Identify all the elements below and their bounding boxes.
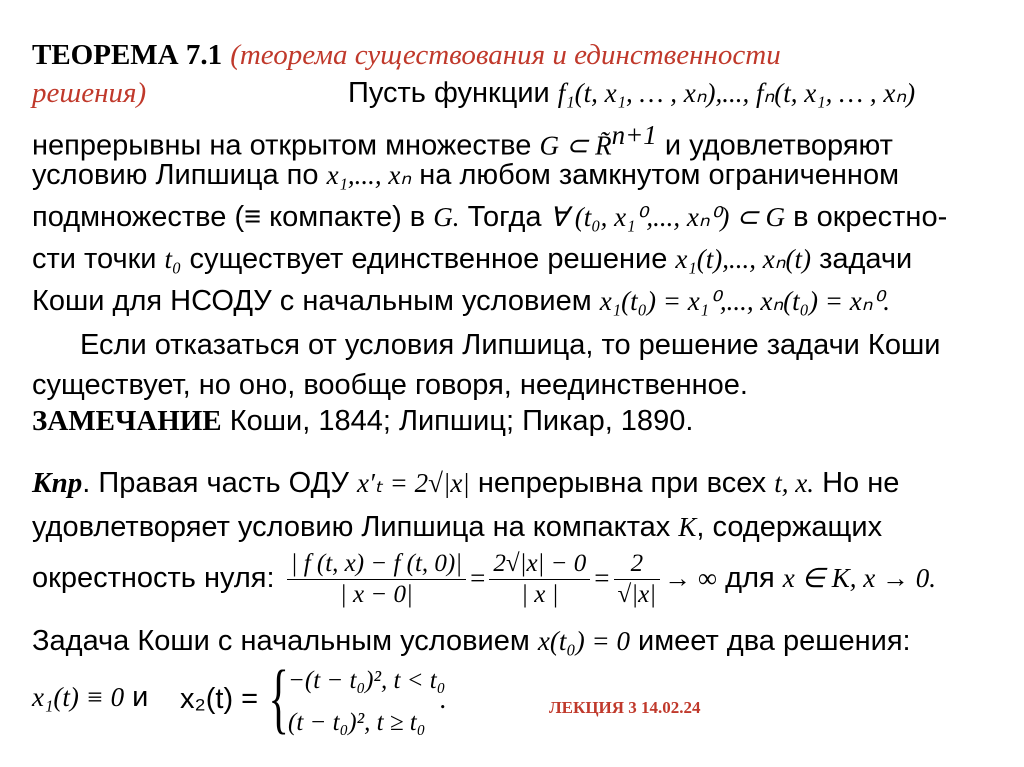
equals-2: = [594,563,610,593]
equals-1: = [470,563,486,593]
theorem-title: ТЕОРЕМА 7.1 [32,39,223,71]
fraction-middle [489,549,590,610]
example-label: Кпр [32,467,83,499]
paragraph-line-1: Если отказаться от условия Липшица, то решение задачи Коши [80,329,941,361]
example-line-1 [32,466,899,500]
cauchy-text-b: имеет два решения: [638,625,911,657]
fraction-result-num: 2 [614,549,661,580]
fraction-result-den: √|x| [617,580,657,608]
forall-formula: ∀ (t₀, x₁⁰,..., xₙ⁰) ⊂ G [549,202,786,232]
and-text: и [132,681,149,713]
example-line3-text: окрестность нуля: [32,562,275,594]
ode-formula: x′ₜ = 2√|x| [357,468,470,498]
lead-text: Пусть функции [348,77,550,109]
line4-text-a: условию Липшица по [32,159,319,191]
line6-text-b: существует единственное решение [189,243,668,275]
fraction-middle-num: 2√|x| − 0 [489,549,590,580]
example-line-2 [32,510,882,544]
cauchy-line [32,624,911,658]
line5-text-c: в окрестно- [793,201,948,233]
theorem-line-6 [32,242,912,276]
fraction-middle-den: | x | [521,580,559,608]
theorem-paren-open: ( [230,39,240,71]
theorem-line-5 [32,200,947,234]
limit-condition: x ∈ K, x → 0. [782,563,937,593]
example-text-c: Но не [822,467,900,499]
cauchy-condition: x(t₀) = 0 [537,626,630,656]
piecewise-brace: { [268,654,290,741]
line5-text-a: подмножестве (≡ компакте) в [32,201,426,233]
fraction-difference-num: | f (t, x) − f (t, 0)| [287,549,467,580]
piecewise-case-1: −(t − t₀)², t < t₀ [288,667,446,694]
line6-text-a: сти точки [32,243,157,275]
theorem-lead [348,76,915,110]
example-vars: t, x. [774,468,814,498]
piecewise-case-2: (t − t₀)², t ≥ t₀ [288,709,426,736]
remark [32,404,693,438]
example-text-a: . Правая часть ОДУ [82,467,349,499]
solution-1 [32,680,148,714]
remark-text: Коши, 1844; Липшиц; Пикар, 1890. [229,405,694,437]
theorem-line-2 [32,76,146,110]
line3-text-b: и удовлетворяют [664,129,893,162]
example-line2-text-a: удовлетворяет условию Липшица на компактах [32,511,671,543]
example-line3-for: для [725,562,775,594]
fraction-result [614,549,661,610]
lecture-label: ЛЕКЦИЯ 3 14.02.24 [549,698,701,717]
initial-condition: x₁(t₀) = x₁⁰,..., xₙ(t₀) = xₙ⁰. [599,286,891,316]
set-exponent: n+1 [611,120,657,150]
set-g-ref: G. [433,202,460,232]
theorem-subtitle-cont: решения [32,77,137,109]
line5-text-b: Тогда [467,201,542,233]
example-line2-text-b: , содержащих [696,511,883,543]
example-line-3 [32,548,936,610]
remark-label: ЗАМЕЧАНИЕ [32,405,222,437]
paragraph-line-2: существует, но оно, вообще говоря, неединственное. [32,369,748,401]
set-g: G ⊂ R̃ [539,130,612,161]
line6-text-c: задачи [819,243,913,275]
line7-text-a: Коши для НСОДУ с начальным условием [32,285,592,317]
example-text-b: непрерывна при всех [477,467,767,499]
cauchy-text-a: Задача Коши с начальным условием [32,625,530,657]
fraction-difference [287,549,467,610]
piecewise-dot: . [440,684,447,714]
theorem-paren-close: ) [136,77,147,109]
theorem-line-1 [32,38,781,72]
theorem-line-4 [32,158,899,192]
fraction-difference-den: | x − 0| [339,580,413,608]
line3-text-a: непрерывны на открытом множестве [32,129,532,162]
solution-1-formula: x₁(t) ≡ 0 [32,682,125,712]
functions-formula: f₁(t, x₁, … , xₙ),..., fₙ(t, x₁, … , xₙ) [557,78,916,108]
limit-arrow: → ∞ [664,563,718,593]
solution-2-lhs: x₂(t) = [180,683,259,715]
solution-formula: x₁(t),..., xₙ(t) [675,244,812,274]
compact-k: K [678,512,697,542]
theorem-subtitle: теорема существования и единственности [239,39,781,71]
theorem-line-3 [32,118,893,163]
point-t0: t₀ [164,244,182,274]
line4-text-b: на любом замкнутом ограниченном [419,159,900,191]
lipschitz-vars: x₁,..., xₙ [326,160,412,190]
theorem-line-7 [32,284,890,318]
